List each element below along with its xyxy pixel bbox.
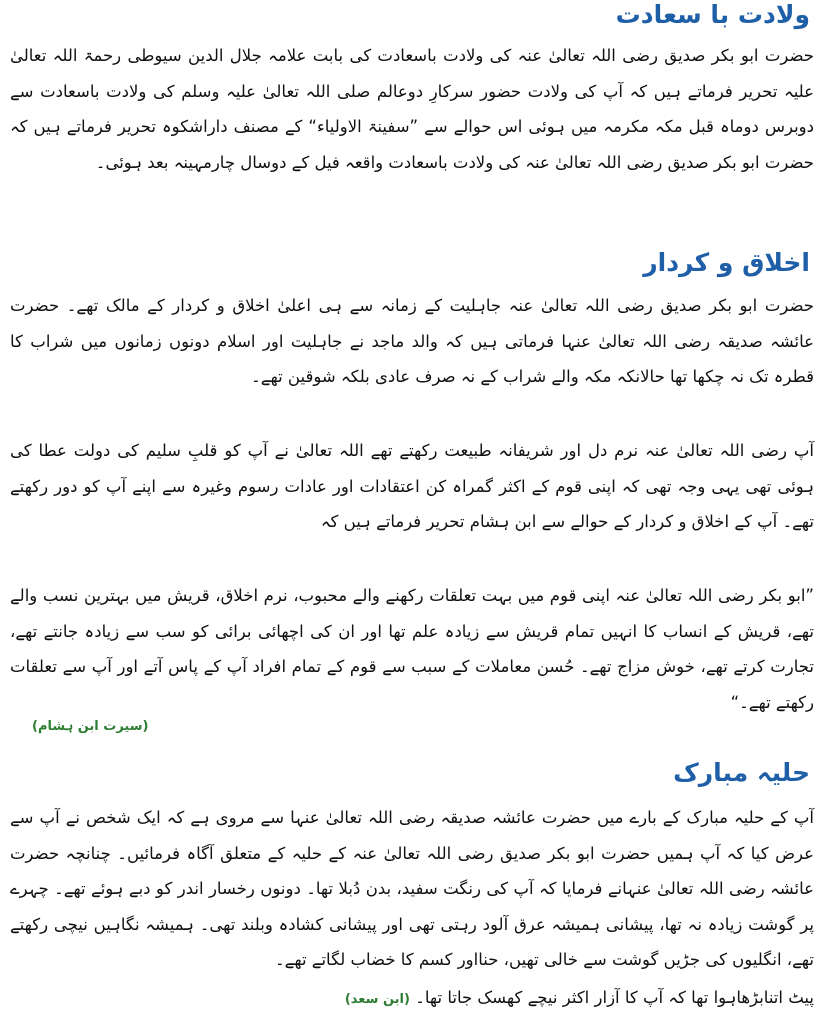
source-citation-ibn-hisham: (سیرت ابن ہشام) (32, 719, 149, 734)
character-paragraph-2: آپ رضی اللہ تعالیٰ عنہ نرم دل اور شریفانہ طبیعت رکھتے تھے اللہ تعالیٰ نے آپ کو قلبِ سلیم کی دولت عطا کی ہوئی تھی یہی وجہ تھی کہ اپنی قوم کے اکثر گمراہ کن اعتقادات اور عادات رسوم وغیرہ سے اپنے آپ کو دور رکھتے تھے۔ آپ کے اخلاق و کردار کے حوالے سے ابن ہشام تحریر فرماتے ہیں کہ (10, 441, 814, 531)
character-paragraph-1: حضرت ابو بکر صدیق رضی اللہ تعالیٰ عنہ جاہلیت کے زمانہ سے ہی اعلیٰ اخلاق و کردار کے مالک تھے۔ حضرت عائشہ صدیقہ رضی اللہ تعالیٰ عنہا فرماتی ہیں کہ والد ماجد نے جاہلیت اور اسلام دونوں زمانوں میں شراب کا قطرہ تک نہ چکھا تھا حالانکہ مکہ والے شراب کے نہ صرف عادی بلکہ شوقین تھے۔ (10, 296, 814, 386)
appearance-paragraph-1: آپ کے حلیہ مبارک کے بارے میں حضرت عائشہ صدیقہ رضی اللہ تعالیٰ عنہا سے مروی ہے کہ ایک شخص نے آپ سے عرض کیا کہ آپ ہمیں حضرت ابو بکر صدیق رضی اللہ تعالیٰ عنہ کے حلیہ کے متعلق آگاہ فرمائیں۔ چنانچہ حضرت عائشہ رضی اللہ تعالیٰ عنہانے فرمایا کہ آپ کی رنگت سفید، بدن دُبلا تھا۔ دونوں رخسار اندر کو دبے ہوئے تھے۔ چہرے پر گوشت زیادہ نہ تھا، پیشانی ہمیشہ عرق آلود رہتی تھی اور پیشانی کشادہ وبلند تھی۔ ہمیشہ نگاہیں نیچی رکھتے تھے، انگلیوں کی جڑیں گوشت سے خالی تھیں، حنااور کسم کا خضاب لگاتے تھے۔ (10, 808, 814, 969)
appearance-paragraph-2-text: پیٹ اتنابڑھاہوا تھا کہ آپ کا آزار اکثر نیچے کھسک جاتا تھا۔ (415, 988, 814, 1007)
section-heading-character: اخلاق و کردار (643, 248, 810, 277)
birth-paragraph: حضرت ابو بکر صدیق رضی اللہ تعالیٰ عنہ کی ولادت باسعادت کی بابت علامہ جلال الدین سیوطی رحمۃ اللہ تعالیٰ علیہ تحریر فرماتے ہیں کہ آپ کی ولادت حضور سرکارِ دوعالم صلی اللہ تعالیٰ علیہ وسلم کی ولادت باسعادت سے دوبرس دوماہ قبل مکہ مکرمہ میں ہوئی اس حوالے سے ”سفینۃ الاولیاء“ کے مصنف داراشکوہ تحریر فرماتے ہیں کہ حضرت ابو بکر صدیق رضی اللہ تعالیٰ عنہ کی ولادت باسعادت واقعہ فیل کے دوسال چارمہینہ بعد ہوئی۔ (10, 46, 814, 172)
source-citation-ibn-saad: (ابن سعد) (344, 992, 410, 1007)
section-heading-appearance: حلیہ مبارک (673, 758, 810, 787)
ibn-hisham-quote: ”ابو بکر رضی اللہ تعالیٰ عنہ اپنی قوم میں بہت تعلقات رکھنے والے محبوب، نرم اخلاق، قریش میں بہترین نسب والے تھے، قریش کے انساب کا انہیں تمام قریش سے زیادہ علم تھا اور ان کی اچھائی برائی کو سب سے زیادہ جانتے تھے، تجارت کرتے تھے، خوش مزاج تھے۔ حُسن معاملات کے سبب سے قوم کے تمام افراد آپ کے پاس آتے اور آپ سے تعلقات رکھتے تھے۔“ (10, 586, 814, 712)
section-heading-birth: ولادت با سعادت (615, 0, 810, 29)
appearance-paragraph-2 (10, 980, 814, 1018)
